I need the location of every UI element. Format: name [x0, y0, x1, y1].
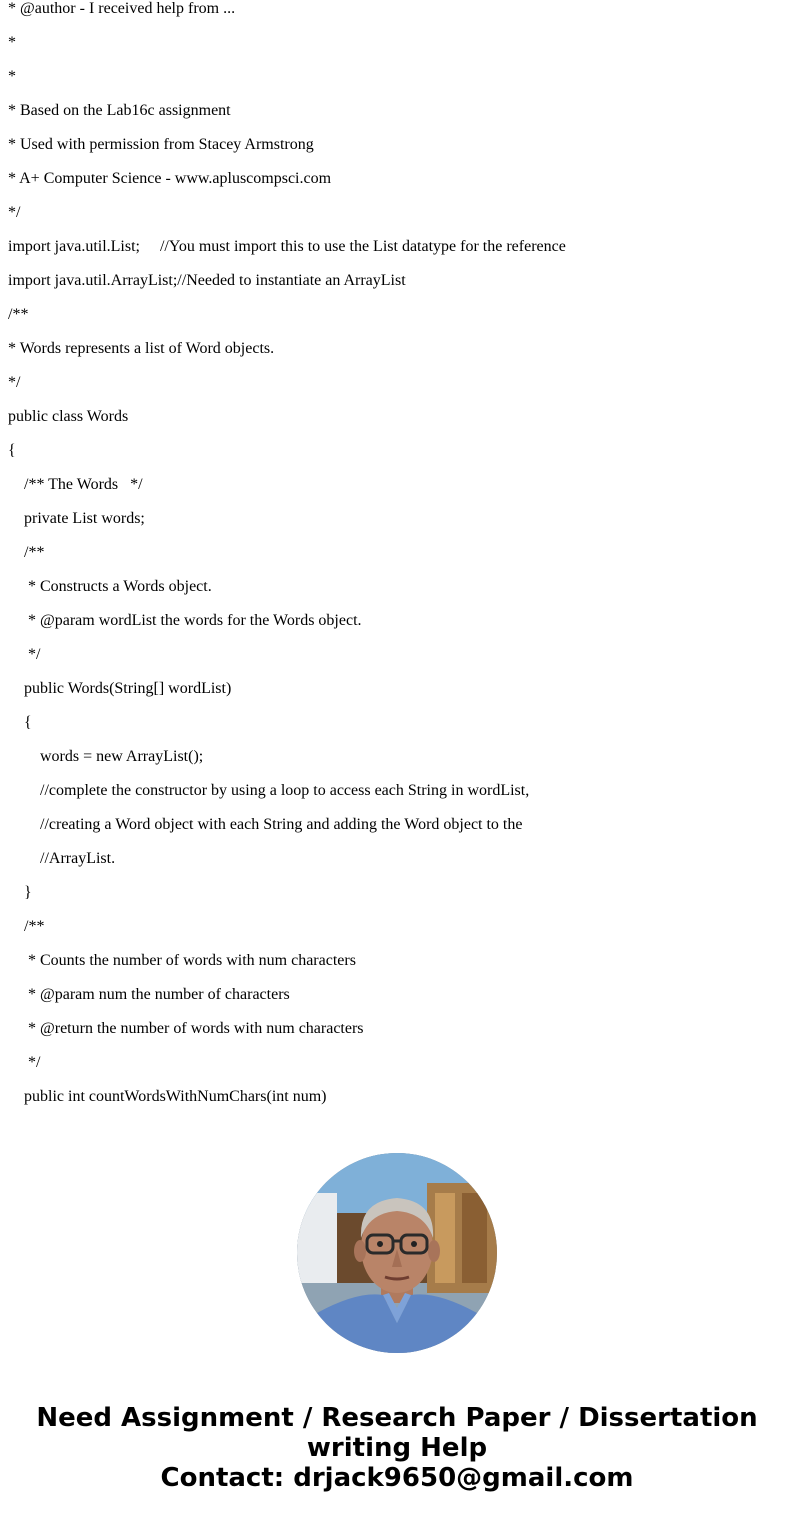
code-line: /**	[8, 918, 45, 935]
code-line: *	[8, 34, 16, 51]
code-line: public class Words	[8, 408, 129, 425]
code-line: //creating a Word object with each String and adding the Word object to the	[8, 816, 523, 833]
promo-line-1: Need Assignment / Research Paper / Dissertation	[36, 1403, 758, 1433]
code-line: /**	[8, 544, 45, 561]
code-line: import java.util.ArrayList;//Needed to instantiate an ArrayList	[8, 272, 406, 289]
code-line: //complete the constructor by using a loop to access each String in wordList,	[8, 782, 530, 799]
code-line: * Words represents a list of Word objects.	[8, 340, 275, 357]
code-line: words = new ArrayList();	[8, 748, 204, 765]
code-line: */	[8, 374, 21, 391]
person-photo-icon	[297, 1153, 497, 1353]
code-line: * @param num the number of characters	[8, 986, 290, 1003]
code-line: public int countWordsWithNumChars(int num)	[8, 1088, 327, 1105]
code-line: * @author - I received help from ...	[8, 0, 236, 17]
code-line: {	[8, 714, 32, 731]
code-line: * Counts the number of words with num characters	[8, 952, 356, 969]
code-line: *	[8, 68, 16, 85]
code-line: }	[8, 884, 32, 901]
code-line: * Constructs a Words object.	[8, 578, 212, 595]
code-line: //ArrayList.	[8, 850, 116, 867]
promo-contact: Contact: drjack9650@gmail.com	[160, 1463, 634, 1493]
code-line: private List words;	[8, 510, 145, 527]
code-line: import java.util.List; //You must import this to use the List datatype for the reference	[8, 238, 566, 255]
code-line: public Words(String[] wordList)	[8, 680, 232, 697]
code-line: /** The Words */	[8, 476, 143, 493]
code-line: {	[8, 442, 16, 459]
code-line: * @return the number of words with num characters	[8, 1020, 364, 1037]
promo-line-2: writing Help	[306, 1433, 488, 1463]
promo-banner	[0, 1403, 794, 1493]
code-line: */	[8, 1054, 41, 1071]
code-line: * Based on the Lab16c assignment	[8, 102, 231, 119]
code-line: /**	[8, 306, 29, 323]
code-listing	[8, 0, 788, 1122]
code-line: */	[8, 646, 41, 663]
code-line: * @param wordList the words for the Words object.	[8, 612, 362, 629]
code-line: */	[8, 204, 21, 221]
code-line: * Used with permission from Stacey Armstrong	[8, 136, 314, 153]
code-line: * A+ Computer Science - www.apluscompsci.com	[8, 170, 332, 187]
